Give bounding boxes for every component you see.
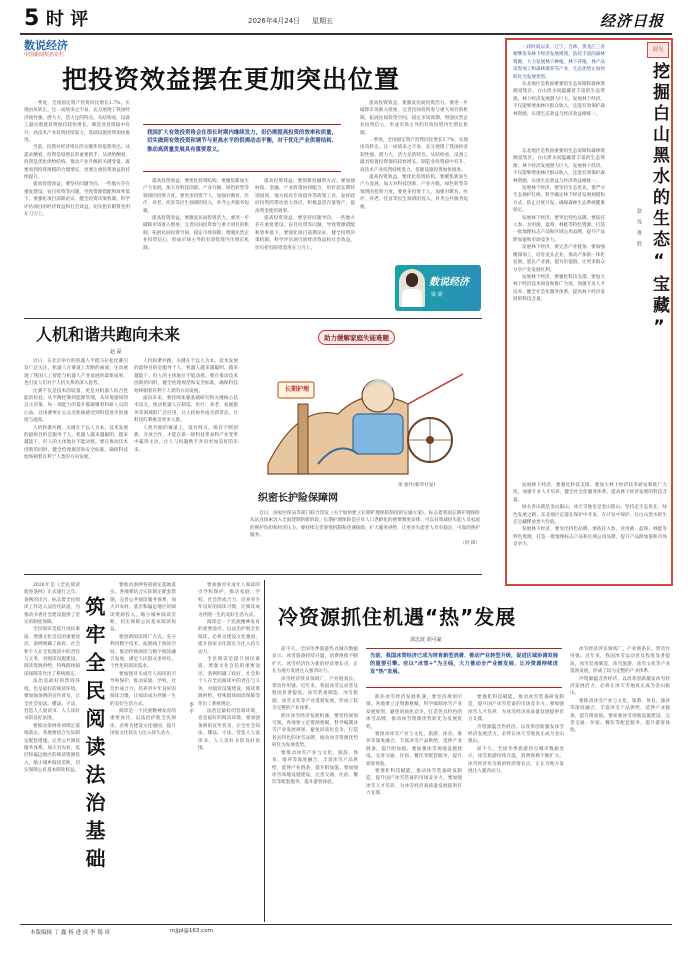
paragraph: 东北地区是我国重要的生态屏障和森林资源富集区。白山黑水间蕴藏着丰富的生态资源，林下经济发展潜力巨大。发展林下经济，不仅能够增加林区群众收入，还能有效保护森林资源，实现生态效益与经济效益相统一。 bbox=[513, 149, 605, 184]
paragraph: 前不久，全国冬季旅游热点城市数据显示，冰雪旅游持续升温，消费规模不断扩大。冰雪经济作为新的经济增长点，正在为地方发展注入强劲动力。 bbox=[468, 746, 564, 775]
article4-body-col4 bbox=[570, 646, 670, 920]
paragraph: 要强化科技赋能，推动冰雪装备研发制造，提升国产冰雪装备的市场竞争力。要加强冰雪人才培养，为冰雪经济高质量发展提供有力支撑。 bbox=[366, 769, 462, 797]
main-body-col2 bbox=[143, 178, 249, 308]
article3-headline: 筑牢全民阅读法治基础 bbox=[82, 596, 106, 876]
paragraph: 冷资源蕴含热经济。以改革创新激发冰雪经济发展活力，必将让冰天雪地真正成为金山银山。 bbox=[570, 676, 670, 697]
article3-body-col2 bbox=[110, 582, 176, 920]
paragraph: 提高投资效益，要激发民间投资活力。要进一步破除市场准入壁垒，完善民间投资参与重大项目的机制，拓展民间投资空间，稳定市场预期，增强民营企业投资信心，形成市场主导的有效投资内生增长机制。 bbox=[360, 101, 468, 136]
paragraph: 一季度，全国固定资产投资同比增长1.7%，实现由负转正。这一成绩来之不易，充分展现了我国经济韧性强、潜力大、活力足的特点。从结构看，设备工器具购置投资保持较快增长，制造业投资稳中有升，高技术产业投资持续发力，基础设施投资加快推进。 bbox=[24, 101, 130, 144]
cartoon-label: 助力缓解家庭失能难题 bbox=[318, 330, 395, 345]
paragraph: 绿水青山就是金山银山，冰天雪地也是金山银山。坚持走生态优先、绿色发展之路，东北地区定能在保护中开发、在开发中保护，让白山黑水的生态宝藏释放更大价值。 bbox=[513, 505, 667, 526]
paragraph: 比赛不仅是技术的较量，更是对机器人综合性能的检验。从平衡控制到能源管理，从环境感知到自主决策，每一项能力的提升都凝聚着科研人员的心血。这场赛事让公众近距离感受到科技进步的速度与温度。 bbox=[24, 388, 128, 424]
sidebar-body-col bbox=[513, 148, 605, 478]
paragraph: 要推动冰雪产业与文化、旅游、体育、康养等深度融合，丰富冰雪产品供给，延伸产业链条，提升附加值。要加强冰雪场地设施建设，完善交通、住宿、餐饮等配套服务，提升游客体验。 bbox=[570, 698, 670, 734]
divider bbox=[24, 574, 482, 575]
caption-author: （时 锋） bbox=[460, 540, 480, 546]
article3-body-col1 bbox=[24, 582, 80, 920]
vertical-divider bbox=[264, 580, 265, 922]
paragraph: 人机共跑的赛道上，没有终点。唯有不断创新、开放合作，才能在新一轮科技革命和产业变革中赢得主动，让人与机器携手奔向更加美好的未来。 bbox=[134, 425, 238, 453]
column-tag-subtitle: 中国新闻奖名专栏 bbox=[24, 52, 65, 58]
article4-body-col3 bbox=[468, 694, 564, 920]
cartoon-sign: 长期护理 bbox=[284, 386, 309, 393]
paragraph: 冰雪经济涉及领域广、产业链条长、带动作用强。近年来，我国冰雪运动普及程度显著提高，冰雪装备制造、冰雪旅游、冰雪文化等产业蓬勃发展，形成了较为完整的产业体系。 bbox=[272, 676, 358, 712]
paragraph: 要推动冰雪产业与文化、旅游、体育、康养等深度融合，丰富冰雪产品供给，延伸产业链条，提升附加值。要加强冰雪场地设施建设，完善交通、住宿、餐饮等配套服务，提升游客体验。 bbox=[272, 750, 358, 786]
paragraph: 提高投资效益，要创新投融资方式。要加强财政、金融、产业政策协同配合，用好超长期特别国债、地方政府专项债券等政策工具，发挥政府投资的带动放大效应，积极盘活存量资产，提高资金使用效率。 bbox=[255, 179, 355, 214]
paragraph: 发展林下经济，要坚持生态优先。要严守生态保护红线，科学确定林下经济发展规模和方式，防止过度开发，确保森林生态系统健康稳定。 bbox=[513, 186, 605, 214]
paragraph: 提高投资效益，要优化投资结构。要聚焦新质生产力发展，加大对科技创新、产业升级、绿色转型等领域的投资力度。要更多投资于人，加强对教育、医疗、养老、托育等民生领域的投入，补齐公共服务短板。 bbox=[143, 179, 249, 214]
paragraph: 东北地区是我国重要的生态屏障和森林资源富集区。白山黑水间蕴藏着丰富的生态资源，林下经济发展潜力巨大。发展林下经济，不仅能够增加林区群众收入，还能有效保护森林资源，实现生态效益与经济效益相统一。 bbox=[513, 82, 605, 117]
paragraph: 要推动条例各项规定落地落实。各地要结合实际制定配套措施，完善公共阅读服务体系，加大对农村、基层和偏远地区的阅读资源投入，缩小城乡阅读差距，切实保障公民基本阅读权益。 bbox=[24, 723, 80, 774]
paragraph: 发展林下经济，要完善产业链条。要加强精深加工，培育龙头企业，推动产加销一体化发展，延长产业链、提升价值链，让更多群众分享产业发展红利。 bbox=[513, 245, 605, 273]
sidebar-headline: 挖掘白山黑水的生态“宝藏” bbox=[649, 62, 669, 341]
cartoon-credit: 徐 骏作(新华社发) bbox=[398, 483, 436, 488]
masthead bbox=[20, 6, 672, 34]
masthead-rule bbox=[20, 33, 672, 35]
article2-headline: 人机和谐共跑向未来 bbox=[36, 325, 181, 344]
paragraph: 抓住冰雪经济发展机遇，要坚持规划引领。各地要立足资源禀赋，科学编制冰雪产业发展规划，避免同质化竞争，打造各具特色的冰雪品牌，推动冰雪资源优势转化为发展优势。 bbox=[272, 713, 358, 749]
cartoon-title: 织密长护险保障网 bbox=[258, 493, 338, 504]
article4-author: 郭忠波 胡可豪 bbox=[410, 637, 442, 643]
article4-body-col1 bbox=[272, 646, 358, 920]
main-headline: 把投资效益摆在更加突出位置 bbox=[62, 65, 401, 94]
footer-rule bbox=[20, 924, 672, 925]
article4-body-col2 bbox=[366, 694, 462, 920]
paragraph: 人机和谐共跑，关键在于以人为本。技术发展的最终目的是服务于人，机器人越来越聪明，越来越能干，但人的主体地位不能动摇。要在推动技术创新的同时，健全伦理规范和安全标准，确保科技始终朝着有利于人类的方向发展。 bbox=[134, 359, 238, 394]
paragraph: 阅读是一个民族精神发育的重要途径。以法治护航全民阅读，必将为建设文化强国、提升国家文化软实力注入持久动力。 bbox=[198, 620, 260, 655]
footer-editors: 本版编辑 丁 鑫 杨 进 成 李 锡 琦 bbox=[30, 930, 110, 936]
issue-weekday: 星期五 bbox=[312, 17, 333, 25]
column-tag-title: 数说经济 bbox=[24, 39, 68, 52]
caption-text: 近日，国家医保局等部门联合印发《关于加快建立长期护理保险制度的实施方案》，标志着我国长期护理保险从试点探索迈入全面建制的新阶段。长期护理保险是应对人口老龄化的重要制度安排，可以有效减轻失能人员家庭的照护负担和经济压力。要持续完善筹资机制和待遇保障，扩大服务供给，让更多失能老人享有稳定、可靠的照护服务。 bbox=[250, 511, 480, 539]
paragraph: 人机和谐共跑，关键在于以人为本。技术发展的最终目的是服务于人，机器人越来越聪明，越来越能干，但人的主体地位不能动摇。要在推动技术创新的同时，健全伦理规范和安全标准，确保科技始终朝着有利于人类的方向发展。 bbox=[24, 425, 128, 461]
paragraph: 一季度，全国固定资产投资同比增长1.7%，实现由负转正。这一成绩来之不易，充分展现了我国经济韧性强、潜力大、活力足的特点。从结构看，设备工器具购置投资保持较快增长，制造业投资稳中有升，高技术产业投资持续发力，基础设施投资加快推进。 bbox=[360, 138, 468, 173]
article3-author: 李 平 bbox=[188, 702, 194, 714]
paragraph: 全民阅读是提升国民素质、增强文化自信的重要途径。条例明确了政府、社会和个人在全民阅读中的责任与义务，对阅读设施建设、阅读资源供给、特殊群体阅读保障等作出了系统规定。 bbox=[198, 657, 260, 707]
paragraph: 阅读是一个民族精神发育的重要途径。以法治护航全民阅读，必将为建设文化强国、提升国家文化软实力注入持久动力。 bbox=[110, 708, 176, 737]
badge-author: 梁 婧 bbox=[431, 292, 443, 298]
paragraph: 要推动条例各项规定落地落实。各地要结合实际制定配套措施，完善公共阅读服务体系，加大对农村、基层和偏远地区的阅读资源投入，缩小城乡阅读差距，切实保障公民基本阅读权益。 bbox=[110, 583, 176, 633]
paragraph: 近日，在北京举行的机器人半程马拉松比赛引发广泛关注。机器人在赛道上奔跑的画面，生动展现了我国人工智能与机器人产业发展的最新成果，也引发人们对于人机关系的深入思考。 bbox=[24, 359, 128, 387]
author-photo bbox=[399, 269, 425, 307]
paragraph: 一段时间以来，辽宁、吉林、黑龙江三省相继发布林下经济发展规划，依托丰富的森林资源，大力发展林下种植、林下养殖、林产品采集加工和森林康养等产业，生态优势正加快转化为发展优势。 bbox=[513, 45, 605, 80]
paragraph: 2026年是《全民阅读促进条例》正式施行之年。条例的出台，标志着全民阅读工作迈入法治化轨道，为推动书香社会建设提供了坚实的制度保障。 bbox=[24, 583, 80, 626]
paragraph: 提高投资效益，要优化投资结构。要聚焦新质生产力发展，加大对科技创新、产业升级、绿色转型等领域的投资力度。要更多投资于人，加强对教育、医疗、养老、托育等民生领域的投入，补齐公共服务短板。 bbox=[360, 175, 468, 210]
paragraph: 要加强对未成年人阅读的引导和保护，推动家庭、学校、社会形成合力，培养青少年良好的阅读习惯，让阅读成为伴随一生的美好生活方式。 bbox=[198, 583, 260, 618]
paragraph: 要推动冰雪产业与文化、旅游、体育、康养等深度融合，丰富冰雪产品供给，延伸产业链条，提升附加值。要加强冰雪场地设施建设，完善交通、住宿、餐饮等配套服务，提升游客体验。 bbox=[366, 732, 462, 767]
article3-body-col3 bbox=[198, 582, 260, 920]
paragraph: 前不久，全国冬季旅游热点城市数据显示，冰雪旅游持续升温，消费规模不断扩大。冰雪经济作为新的经济增长点，正在为地方发展注入强劲动力。 bbox=[272, 647, 358, 675]
badge-title: 数说经济 bbox=[429, 277, 469, 288]
paragraph: 冰雪经济涉及领域广、产业链条长、带动作用强。近年来，我国冰雪运动普及程度显著提高，冰雪装备制造、冰雪旅游、冰雪文化等产业蓬勃发展，形成了较为完整的产业体系。 bbox=[570, 647, 670, 675]
lead-text: 当前，我国冰雪经济已成为培育新型消费、推动产业转型升级，促进区域协调发展的重要引擎。应以“冰雪+”为主线，大力推动全产业链发展，让冷资源持续迸发“热”发展。 bbox=[370, 653, 558, 675]
cartoon-illustration bbox=[258, 344, 478, 484]
main-lead bbox=[143, 124, 341, 172]
paragraph: 要创新阅读推广方式。充分利用数字技术，拓展线上阅读空间，推动传统阅读与数字阅读融合发展，满足人民群众多样化、个性化的阅读需求。 bbox=[110, 634, 176, 670]
cartoon-caption bbox=[250, 510, 480, 566]
lead-text: 我国扩大有效投资将会在很长时期内继续发力，但仍需提高投资的效率和质量，切实做到有效投资和调节与更高水平的供需动态平衡，对于优化产业供需结构、推动高质量发展具有重要意义。 bbox=[147, 130, 337, 153]
paragraph: 全民阅读是提升国民素质、增强文化自信的重要途径。条例明确了政府、社会和个人在全民阅读中的责任与义务，对阅读设施建设、阅读资源供给、特殊群体阅读保障等作出了系统规定。 bbox=[24, 627, 80, 677]
column-tag bbox=[24, 39, 68, 59]
paragraph: 发展林下经济，要强化科技支撑。要加大林下经济技术研发和推广力度，加强专业人才培养，健全社会化服务体系，提高林下经济发展的科技含量。 bbox=[513, 274, 605, 303]
column-badge bbox=[395, 265, 481, 311]
main-body-col3 bbox=[255, 178, 355, 308]
issue-date: 2026年4月24日 bbox=[248, 17, 301, 25]
sidebar-tag: 洞见 bbox=[652, 47, 664, 53]
sidebar-author: 赵 莲 鲁 胜 bbox=[636, 208, 642, 246]
paragraph: 提高投资效益，要激发民间投资活力。要进一步破除市场准入壁垒，完善民间投资参与重大项目的机制，拓展民间投资空间，稳定市场预期，增强民营企业投资信心，形成市场主导的有效投资内生增长机制。 bbox=[143, 216, 249, 251]
sidebar-box bbox=[505, 38, 673, 586]
paragraph: 要加强对未成年人阅读的引导和保护，推动家庭、学校、社会形成合力，培养青少年良好的阅读习惯，让阅读成为伴随一生的美好生活方式。 bbox=[110, 671, 176, 707]
paragraph: 法治是最好的营商环境，也是最好的阅读环境。要加强条例的宣传普及，让全社会知法、懂法、守法，营造人人爱读书、人人读好书的良好氛围。 bbox=[24, 679, 80, 722]
article4-lead bbox=[366, 648, 562, 688]
sidebar-tag-box bbox=[647, 42, 669, 58]
divider bbox=[24, 318, 482, 319]
paragraph: 发展林下经济，要突出特色品牌。要依托人参、食用菌、蓝莓、林蛙等特色资源，打造一批地理标志产品和区域公用品牌，提升产品附加值和市场竞争力。 bbox=[513, 215, 605, 243]
sidebar-body-bottom bbox=[513, 482, 667, 582]
paragraph: 面向未来，要持续加强基础研究和关键核心技术攻关，推动机器人在制造、医疗、养老、家庭服务等领域的广泛应用，让人机协作成为新常态，让科技红利惠及更多人群。 bbox=[134, 396, 238, 424]
article2-body-col2 bbox=[134, 358, 238, 566]
paragraph: 提高投资效益，要坚持问题导向。一些地方存在重复建设、盲目投资等问题，导致资源错配和效率低下。要强化项目前期论证，健全投资决策机制，科学评估项目的经济效益和社会效益，切实把有限资金用在刀刃上。 bbox=[24, 182, 130, 218]
paragraph: 要强化科技赋能，推动冰雪装备研发制造，提升国产冰雪装备的市场竞争力。要加强冰雪人才培养，为冰雪经济高质量发展提供有力支撑。 bbox=[468, 695, 564, 723]
paragraph: 法治是最好的营商环境，也是最好的阅读环境。要加强条例的宣传普及，让全社会知法、懂法、守法，营造人人爱读书、人人读好书的良好氛围。 bbox=[198, 708, 260, 751]
sidebar-body-top bbox=[513, 44, 605, 144]
paragraph: 提高投资效益，要坚持问题导向。一些地方存在重复建设、盲目投资等问题，导致资源错配和效率低下。要强化项目前期论证，健全投资决策机制，科学评估项目的经济效益和社会效益，切实把有限资金用在刀刃上。 bbox=[255, 216, 355, 251]
main-body-col1 bbox=[24, 100, 130, 308]
page-number: 5 bbox=[24, 6, 40, 31]
section-name: 时 评 bbox=[46, 9, 89, 30]
paragraph: 发展林下经济，要突出特色品牌。要依托人参、食用菌、蓝莓、林蛙等特色资源，打造一批地理标志产品和区域公用品牌，提升产品附加值和市场竞争力。 bbox=[513, 527, 667, 548]
paragraph: 冷资源蕴含热经济。以改革创新激发冰雪经济发展活力，必将让冰天雪地真正成为金山银山。 bbox=[468, 724, 564, 745]
cartoon bbox=[248, 330, 480, 490]
newspaper-logo: 经济日报 bbox=[599, 12, 664, 30]
paragraph: 发展林下经济，要强化科技支撑。要加大林下经济技术研发和推广力度，加强专业人才培养，健全社会化服务体系，提高林下经济发展的科技含量。 bbox=[513, 483, 667, 503]
article2-body-col1 bbox=[24, 358, 128, 566]
article4-headline: 冷资源抓住机遇“热”发展 bbox=[278, 605, 517, 629]
article2-author: 赵 磊 bbox=[110, 349, 122, 355]
paragraph: 当前，投资对经济增长的关键作用依然突出。从需求侧看，投资是稳增长的重要抓手；从供给侧看，投资是优化供给结构、推动产业升级的关键变量。既要看到投资规模的合理增长，更要注重投资效益的持续提升。 bbox=[24, 145, 130, 181]
paragraph: 抓住冰雪经济发展机遇，要坚持规划引领。各地要立足资源禀赋，科学编制冰雪产业发展规划，避免同质化竞争，打造各具特色的冰雪品牌，推动冰雪资源优势转化为发展优势。 bbox=[366, 695, 462, 730]
footer-email: mjjpl@163.com bbox=[170, 928, 213, 934]
